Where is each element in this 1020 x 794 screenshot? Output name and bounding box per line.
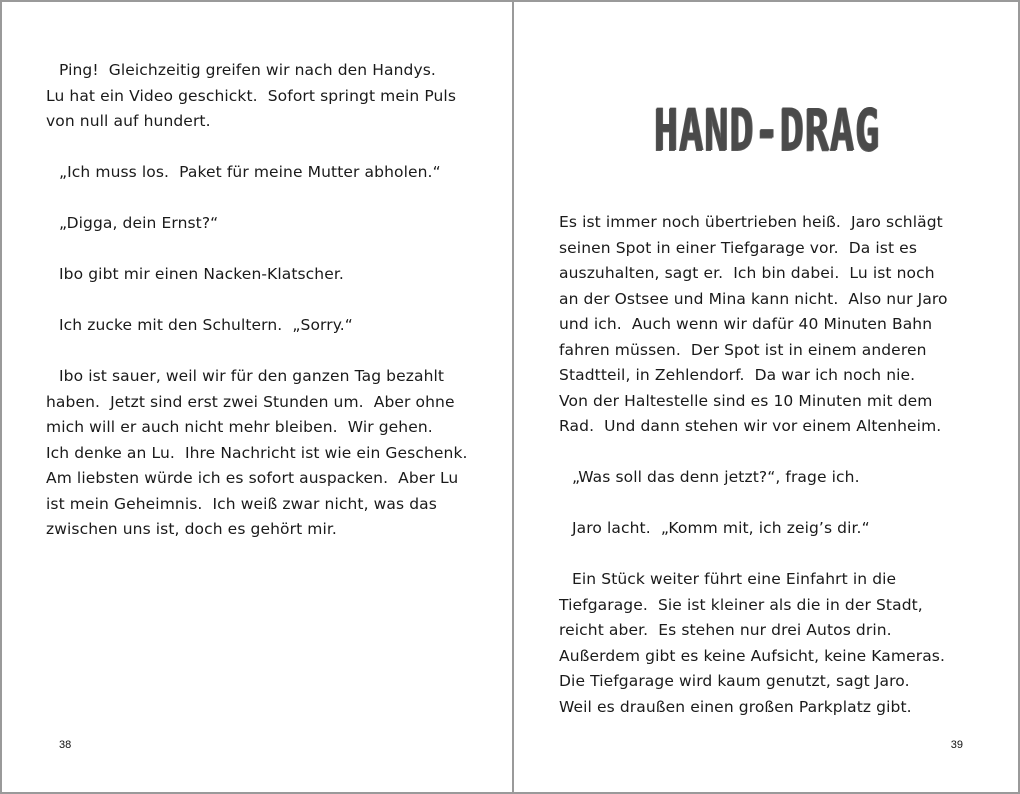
text-line: haben. Jetzt sind erst zwei Stunden um. Aber ohne xyxy=(46,392,455,411)
paragraph xyxy=(559,516,979,542)
text-line: Von der Haltestelle sind es 10 Minuten mit dem xyxy=(559,391,933,410)
text-line: seinen Spot in einer Tiefgarage vor. Da ist es xyxy=(559,238,917,257)
text-line: „Digga, dein Ernst?“ xyxy=(59,214,219,232)
text-line: Ein Stück weiter führt eine Einfahrt in die xyxy=(572,570,897,588)
paragraph xyxy=(46,262,486,288)
text-line: „Ich muss los. Paket für meine Mutter abholen.“ xyxy=(59,163,441,181)
paragraph xyxy=(46,211,486,237)
text-line: Am liebsten würde ich es sofort auspacken. Aber Lu xyxy=(46,469,459,487)
text-line: reicht aber. Es stehen nur drei Autos drin. xyxy=(559,621,892,639)
paragraph xyxy=(46,313,486,339)
text-line: ist mein Geheimnis. Ich weiß zwar nicht, was das xyxy=(46,494,437,513)
text-line: Tiefgarage. Sie ist kleiner als die in der Stadt, xyxy=(559,595,923,614)
text-line: Ibo ist sauer, weil wir für den ganzen Tag bezahlt xyxy=(59,367,445,385)
text-line: fahren müssen. Der Spot ist in einem anderen xyxy=(559,340,927,359)
paragraph xyxy=(559,465,979,491)
text-line: zwischen uns ist, doch es gehört mir. xyxy=(46,520,337,538)
chapter-title: HAND-DRAG xyxy=(653,96,881,164)
text-line: Lu hat ein Video geschickt. Sofort springt mein Puls xyxy=(46,86,457,105)
text-line: Ich zucke mit den Schultern. „Sorry.“ xyxy=(59,316,353,334)
paragraph xyxy=(559,567,979,720)
text-line: auszuhalten, sagt er. Ich bin dabei. Lu ist noch xyxy=(559,264,935,282)
paragraph xyxy=(46,58,486,135)
left-page xyxy=(2,2,512,792)
text-line: Es ist immer noch übertrieben heiß. Jaro schlägt xyxy=(559,213,943,231)
text-line: Ibo gibt mir einen Nacken-Klatscher. xyxy=(59,265,344,283)
text-line: an der Ostsee und Mina kann nicht. Also nur Jaro xyxy=(559,289,948,308)
right-page xyxy=(514,2,1020,792)
page-number: 38 xyxy=(59,739,72,751)
text-line: Außerdem gibt es keine Aufsicht, keine Kameras. xyxy=(559,646,946,665)
text-line: Ich denke an Lu. Ihre Nachricht ist wie ein Geschenk. xyxy=(46,443,468,462)
text-line: Rad. Und dann stehen wir vor einem Altenheim. xyxy=(559,417,942,435)
paragraph xyxy=(46,364,486,543)
left-page-text xyxy=(46,58,486,568)
text-line: mich will er auch nicht mehr bleiben. Wir gehen. xyxy=(46,418,433,436)
text-line: und ich. Auch wenn wir dafür 40 Minuten Bahn xyxy=(559,315,933,333)
text-line: Weil es draußen einen großen Parkplatz gibt. xyxy=(559,697,912,716)
page-number: 39 xyxy=(950,739,963,751)
paragraph xyxy=(46,160,486,186)
paragraph xyxy=(559,210,979,440)
right-page-text xyxy=(559,210,979,746)
text-line: Ping! Gleichzeitig greifen wir nach den Handys. xyxy=(59,61,436,79)
text-line: Stadtteil, in Zehlendorf. Da war ich noch nie. xyxy=(559,366,916,384)
text-line: von null auf hundert. xyxy=(46,112,211,130)
text-line: Jaro lacht. „Komm mit, ich zeig’s dir.“ xyxy=(572,519,870,537)
text-line: Die Tiefgarage wird kaum genutzt, sagt Jaro. xyxy=(559,672,910,690)
text-line: „Was soll das denn jetzt?“, frage ich. xyxy=(572,468,860,486)
